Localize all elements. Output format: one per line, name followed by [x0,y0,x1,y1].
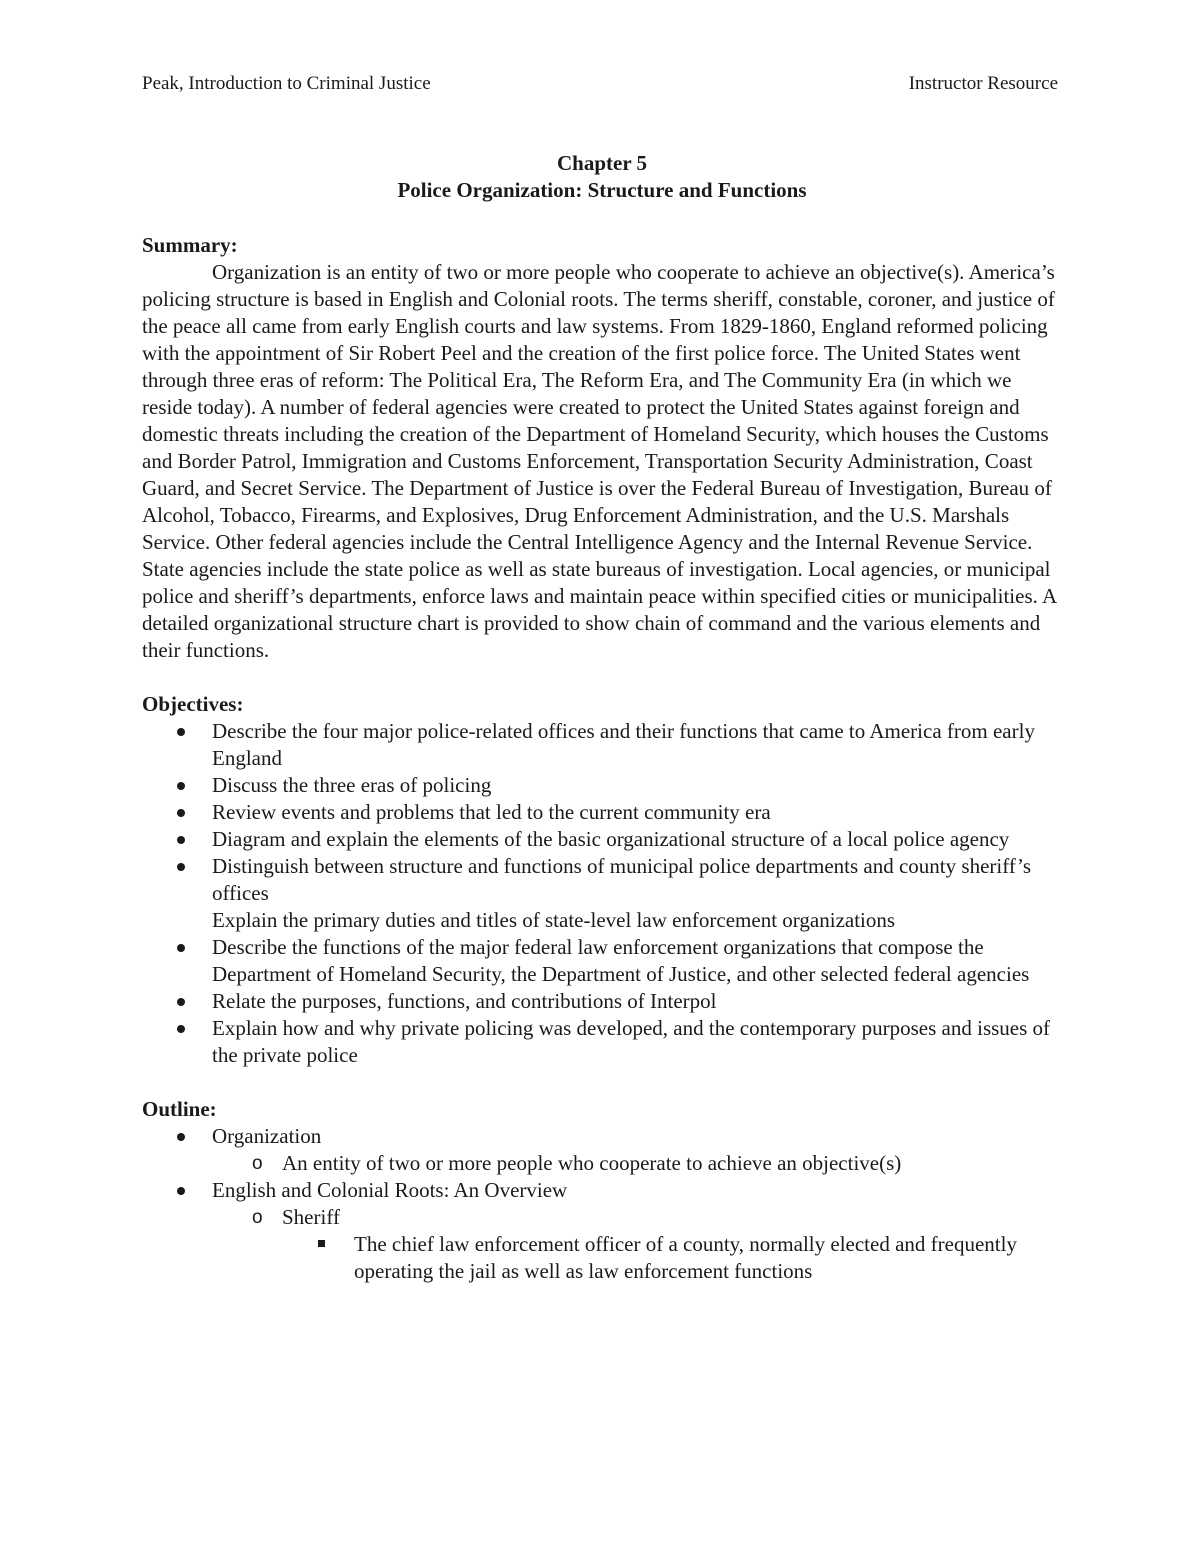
bullet-dot-icon [177,1133,185,1141]
outline-sublist [212,1204,1062,1285]
outline-subitem: o An entity of two or more people who cooperate to achieve an objective(s) [252,1151,902,1175]
outline-item: Organization o An entity of two or more people who cooperate to achieve an objective(s) [142,1123,1062,1177]
bullet-dot-icon [177,1025,185,1033]
running-header-right: Instructor Resource [908,73,1058,94]
list-item: Describe the functions of the major federal law enforcement organizations that compose the Department of Homeland Security, the Department of Justice, and other selected federal agencies [142,934,1062,988]
bullet-dot-icon [177,809,185,817]
title-block [142,150,1062,204]
chapter-subtitle: Police Organization: Structure and Functions [397,178,807,202]
running-header-left: Peak, Introduction to Criminal Justice [142,73,431,94]
bullet-dot-icon [177,836,185,844]
list-item: Diagram and explain the elements of the basic organizational structure of a local police agency [142,826,1062,853]
outline-heading: Outline: [142,1097,217,1121]
bullet-dot-icon [177,782,185,790]
square-bullet-icon [318,1240,325,1247]
objectives-heading: Objectives: [142,692,244,716]
circle-bullet-icon: o [252,1207,263,1228]
list-item: Distinguish between structure and functions of municipal police departments and county sheriff’s offices [142,853,1062,907]
outline-subsublist [282,1231,1062,1285]
bullet-dot-icon [177,944,185,952]
bullet-dot-icon [177,728,185,736]
list-item: Discuss the three eras of policing [142,772,1062,799]
document-body [142,150,1062,1285]
unbulleted-objective: Explain the primary duties and titles of state-level law enforcement organizations [212,908,896,932]
outline-item: English and Colonial Roots: An Overview o Sheriff The chief law enforcement officer of a county, normally elected and frequently operating the jail as well as law enforcement functions [142,1177,1062,1285]
chapter-title: Chapter 5 [556,151,648,175]
list-item: Describe the four major police-related offices and their functions that came to America from early England [142,718,1062,772]
list-item: Relate the purposes, functions, and contributions of Interpol [142,988,1062,1015]
objectives-list-continued [142,934,1062,1069]
objectives-list [142,718,1062,907]
outline-list [142,1123,1062,1285]
bullet-dot-icon [177,1187,185,1195]
summary-heading: Summary: [142,233,238,257]
outline-sublist [212,1150,1062,1177]
circle-bullet-icon: o [252,1153,263,1174]
summary-paragraph [142,259,1062,664]
summary-text: Organization is an entity of two or more people who cooperate to achieve an objective(s). America’s policing structure is based in English and Colonial roots. The terms sheriff, constable, coroner, and justice of the peace all came from early English courts and law systems. From 1829-1860, England reformed policing with the appointment of Sir Robert Peel and the creation of the first police force. The United States went through three eras of reform: The Political Era, The Reform Era, and The Community Era (in which we reside today). A number of federal agencies were created to protect the United States against foreign and domestic threats including the creation of the Department of Homeland Security, which houses the Customs and Border Patrol, Immigration and Customs Enforcement, Transportation Security Administration, Coast Guard, and Secret Service. The Department of Justice is over the Federal Bureau of Investigation, Bureau of Alcohol, Tobacco, Firearms, and Explosives, Drug Enforcement Administration, and the U.S. Marshals Service. Other federal agencies include the Central Intelligence Agency and the Internal Revenue Service. State agencies include the state police as well as state bureaus of investigation. Local agencies, or municipal police and sheriff’s departments, enforce laws and maintain peace within specified cities or municipalities. A detailed organizational structure chart is provided to show chain of command and the various elements and their functions. [142,260,1056,662]
list-item: Explain how and why private policing was developed, and the contemporary purposes and issues of the private police [142,1015,1062,1069]
bullet-dot-icon [177,998,185,1006]
bullet-dot-icon [177,863,185,871]
list-item: Review events and problems that led to the current community era [142,799,1062,826]
outline-subsubitem: The chief law enforcement officer of a county, normally elected and frequently operating the jail as well as law enforcement functions [282,1231,1062,1285]
outline-subitem: o Sheriff The chief law enforcement officer of a county, normally elected and frequently operating the jail as well as law enforcement functions [212,1204,1062,1285]
